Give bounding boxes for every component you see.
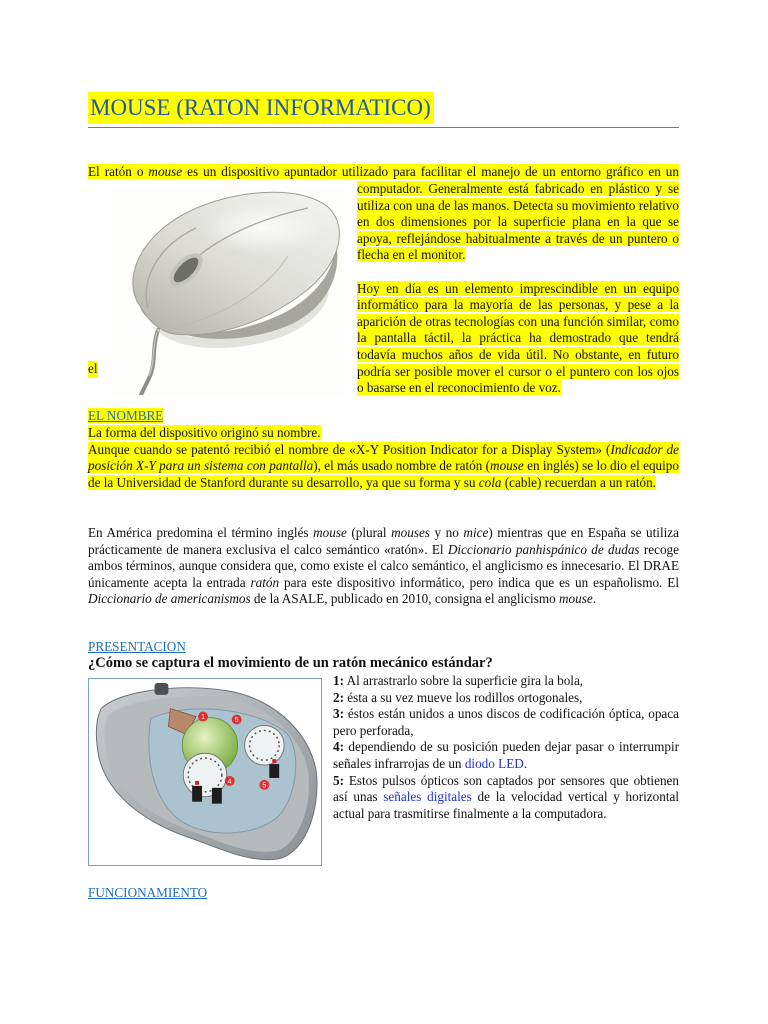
step-number: 2: bbox=[333, 689, 344, 705]
step-number: 3: bbox=[333, 706, 344, 722]
intro-paragraph-2 bbox=[357, 281, 679, 397]
text-run: éstos están unidos a unos discos de codificación óptica, opaca pero perforada, bbox=[333, 706, 679, 738]
text-run: recoge ambos términos, aunque considera que, como existe el calco semántico, el anglicismo es innecesario. El DRAE únicamente acepta la entrada bbox=[88, 541, 679, 590]
diagram-sensor bbox=[192, 786, 202, 802]
diagram-marker-label: 1 bbox=[201, 714, 205, 722]
diagram-marker-label: 5 bbox=[234, 717, 239, 725]
text-run: en inglés) se lo dio el equipo de la Universidad de Stanford durante su desarrollo, ya que su forma y su bbox=[88, 458, 679, 491]
diagram-drawing bbox=[89, 679, 321, 865]
mouse-mechanism-diagram bbox=[88, 678, 322, 866]
italic-term: Diccionario de americanismos bbox=[88, 591, 251, 607]
step-item bbox=[333, 673, 679, 690]
italic-term: mouse bbox=[148, 164, 183, 179]
diagram-marker bbox=[259, 780, 269, 790]
italic-term: mouse bbox=[559, 591, 593, 607]
el-nombre-body bbox=[88, 442, 679, 492]
diagram-marker bbox=[232, 715, 242, 725]
step-number: 4: bbox=[333, 739, 344, 755]
diagram-marker bbox=[198, 712, 208, 722]
text-run: de la ASALE, publicado en 2010, consigna el anglicismo bbox=[250, 591, 560, 607]
question-heading: ¿Cómo se captura el movimiento de un ratón mecánico estándar? bbox=[88, 655, 493, 671]
italic-term: mouses bbox=[391, 525, 430, 540]
text-run: Estos pulsos ópticos son captados por sensores que obtienen así unas bbox=[333, 772, 679, 805]
text-run: . bbox=[523, 755, 528, 771]
diagram-sensor bbox=[212, 788, 222, 804]
text-run: dependiendo de su posición pueden dejar pasar o interrumpir señales infrarrojas de un bbox=[333, 739, 679, 771]
diagram-led bbox=[272, 759, 276, 763]
text-run: y no bbox=[429, 525, 464, 540]
text-run: Aunque cuando se patentó recibió el nombre de «X-Y Position Indicator for a Display System» ( bbox=[88, 441, 611, 457]
diagram-encoder-right bbox=[245, 726, 285, 766]
step-item bbox=[333, 739, 679, 772]
text-run: . bbox=[592, 591, 597, 607]
italic-term: ratón bbox=[250, 574, 280, 590]
intro-paragraph-1 bbox=[357, 181, 679, 264]
text-run: de la velocidad vertical y horizontal actual para trasmitirse finalmente a la computadora. bbox=[333, 789, 680, 821]
diagram-marker-label: 5 bbox=[262, 782, 267, 790]
intro-wrapped-word: el bbox=[88, 361, 98, 376]
italic-term: mouse bbox=[313, 525, 347, 540]
step-number: 1: bbox=[333, 673, 344, 688]
step-item bbox=[333, 706, 679, 739]
text-run: ) mientras que en España se utiliza prácticamente de manera exclusiva el calco semántico «ratón». El bbox=[88, 525, 680, 557]
heading-presentacion[interactable]: PRESENTACION bbox=[88, 639, 186, 654]
italic-term: mouse bbox=[490, 458, 524, 474]
link-senales-digitales[interactable]: señales digitales bbox=[383, 789, 472, 805]
step-item bbox=[333, 773, 679, 823]
italic-term: Indicador de posición X-Y para un sistema con pantalla bbox=[88, 441, 679, 474]
section-el-nombre bbox=[88, 408, 679, 492]
diagram-marker-label: 4 bbox=[227, 778, 232, 786]
text-run: Hoy en día es un elemento imprescindible en un equipo informático para la mayoría de las personas, y pese a la aparición de otras tecnologías con una función similar, como la pantalla táctil, la práctica ha demostrado que tendrá todavía muchos años de vida útil. No obstante, en bbox=[357, 280, 679, 362]
step-number: 5: bbox=[333, 772, 344, 788]
text-run: Al arrastrarlo sobre la superficie gira la bola, bbox=[344, 673, 584, 688]
text-run: para este dispositivo informático, pero indica que es un españolismo. El bbox=[279, 574, 679, 590]
text-run: ésta a su vez mueve los rodillos ortogonales, bbox=[344, 689, 583, 705]
text-run: (plural bbox=[346, 525, 392, 540]
text-run: (cable) recuerdan a un ratón. bbox=[501, 475, 656, 491]
italic-term: Diccionario panhispánico de dudas bbox=[447, 541, 640, 557]
text-run: es un dispositivo apuntador utilizado para facilitar el manejo de un entorno gráfico en un bbox=[182, 164, 679, 179]
paragraph-america bbox=[88, 525, 679, 608]
text-run: En América predomina el término inglés bbox=[88, 525, 314, 540]
text-run: futuro podría ser posible mover el cursor o el puntero con los ojos o basarse en el reconocimiento de voz. bbox=[357, 346, 679, 396]
text-run: computador. Generalmente está fabricado en plástico y se utiliza con una de las manos. Detecta su movimiento relativo en dos dimensiones por la superficie plana en la que se apoya, reflejándose habitualmente a través de un puntero o flecha en el monitor. bbox=[357, 181, 679, 263]
heading-funcionamiento[interactable]: FUNCIONAMIENTO bbox=[88, 885, 208, 900]
intro-first-line bbox=[88, 164, 679, 181]
title-rule bbox=[88, 127, 679, 128]
text-run: ), el más usado nombre de ratón ( bbox=[313, 458, 491, 474]
diagram-sensor bbox=[269, 764, 279, 778]
italic-term: cola bbox=[478, 475, 502, 491]
heading-el-nombre[interactable]: EL NOMBRE bbox=[88, 408, 164, 423]
step-item bbox=[333, 690, 679, 707]
italic-term: mice bbox=[463, 525, 489, 540]
text-run: El ratón o bbox=[88, 164, 149, 179]
diagram-cable bbox=[155, 683, 169, 695]
mouse-highlight bbox=[200, 202, 324, 254]
link-diodo-led[interactable]: diodo LED bbox=[464, 755, 524, 771]
el-nombre-lead: La forma del dispositivo originó su nombre. bbox=[88, 424, 321, 440]
steps-list bbox=[333, 673, 679, 822]
page-title: MOUSE (RATON INFORMATICO) bbox=[88, 92, 434, 124]
diagram-led bbox=[195, 781, 199, 785]
diagram-marker bbox=[225, 776, 235, 786]
intro-column bbox=[357, 181, 679, 397]
mouse-photo bbox=[112, 186, 345, 395]
